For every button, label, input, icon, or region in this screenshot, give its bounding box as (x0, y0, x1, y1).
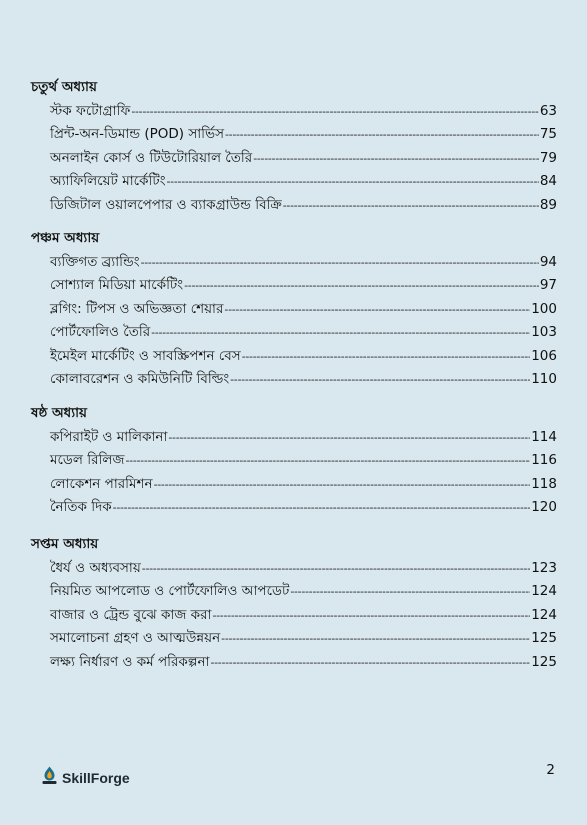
chapter-title: সপ্তম অধ্যায় (31, 536, 99, 552)
toc-entry-label: নৈতিক দিক (50, 499, 112, 516)
toc-entry[interactable] (50, 559, 557, 582)
toc-entry-page: 124 (531, 606, 557, 623)
skillforge-logo-icon (41, 766, 58, 789)
toc-leader-dots (224, 301, 530, 319)
toc-entry[interactable] (50, 323, 557, 346)
footer-logo (41, 766, 130, 789)
toc-leader-dots (126, 452, 531, 470)
toc-leader-dots (212, 607, 530, 625)
toc-entry[interactable] (50, 300, 557, 323)
toc-entry[interactable] (50, 582, 557, 605)
toc-entry[interactable] (50, 370, 557, 393)
toc-entry-label: পোর্টফোলিও তৈরি (50, 324, 151, 341)
toc-leader-dots (225, 126, 539, 144)
toc-entry-page: 118 (531, 475, 557, 492)
toc-entry-page: 120 (531, 499, 557, 516)
toc-entry-label: মডেল রিলিজ (50, 452, 125, 469)
chapter-section (31, 535, 557, 676)
toc-leader-dots (253, 150, 539, 168)
toc-entry[interactable] (50, 451, 557, 474)
logo-text: SkillForge (62, 769, 130, 786)
chapter-title: পঞ্চম অধ্যায় (31, 230, 100, 246)
toc-entry-label: ইমেইল মার্কেটিং ও সাবস্ক্রিপশন বেস (50, 347, 241, 364)
toc-entry-page: 97 (539, 277, 557, 294)
toc-entry-page: 79 (539, 149, 557, 166)
toc-entry-label: প্রিন্ট-অন-ডিমান্ড (POD) সার্ভিস (50, 126, 224, 143)
toc-entry[interactable] (50, 149, 557, 172)
toc-leader-dots (113, 499, 531, 517)
toc-entry-page: 100 (531, 300, 557, 317)
toc-entry[interactable] (50, 653, 557, 676)
toc-entry-page: 94 (539, 254, 557, 270)
toc-entry[interactable] (50, 428, 557, 451)
toc-entry[interactable] (50, 125, 557, 148)
toc-leader-dots (210, 654, 530, 672)
chapter-section (31, 229, 557, 393)
toc-entry[interactable] (50, 475, 557, 498)
toc-entry-page: 125 (531, 653, 557, 670)
toc-entry-label: সোশ্যাল মিডিয়া মার্কেটিং (50, 277, 184, 294)
toc-leader-dots (142, 560, 530, 578)
toc-entry-page: 63 (539, 103, 557, 119)
toc-entry-label: নিয়মিত আপলোড ও পোর্টফোলিও আপডেট (50, 583, 290, 600)
toc-entry[interactable] (50, 102, 557, 125)
toc-leader-dots (184, 277, 539, 295)
toc-entry[interactable] (50, 498, 557, 521)
toc-leader-dots (131, 103, 539, 121)
toc-entry-label: অনলাইন কোর্স ও টিউটোরিয়াল তৈরি (50, 149, 253, 166)
chapter-section (31, 404, 557, 522)
toc-entry[interactable] (50, 629, 557, 652)
toc-entry[interactable] (50, 172, 557, 195)
toc-entry-label: কোলাবরেশন ও কমিউনিটি বিল্ডিং (50, 370, 230, 387)
toc-entry-label: ধৈর্য ও অধ্যবসায় (50, 560, 141, 576)
toc-entry-page: 123 (531, 560, 557, 576)
toc-leader-dots (242, 348, 531, 366)
toc-leader-dots (221, 630, 530, 648)
toc-entry-page: 84 (539, 173, 557, 190)
page-number: 2 (546, 762, 555, 778)
toc-entry-label: লক্ষ্য নির্ধারণ ও কর্ম পরিকল্পনা (50, 653, 210, 670)
toc-entry[interactable] (50, 606, 557, 629)
toc-entry-label: কপিরাইট ও মালিকানা (50, 429, 168, 445)
chapter-title: ষষ্ঠ অধ্যায় (31, 405, 87, 421)
toc-entry[interactable] (50, 196, 557, 219)
chapter-section (31, 78, 557, 219)
toc-entry-label: ডিজিটাল ওয়ালপেপার ও ব্যাকগ্রাউন্ড বিক্রি (50, 196, 282, 213)
toc-entry-page: 103 (531, 324, 557, 341)
toc-leader-dots (154, 476, 531, 494)
toc-entry-page: 124 (531, 583, 557, 600)
toc-entry-label: বাজার ও ট্রেন্ড বুঝে কাজ করা (50, 606, 212, 623)
toc-entry-label: লোকেশন পারমিশন (50, 475, 153, 492)
toc-leader-dots (141, 254, 539, 272)
toc-entry-page: 75 (539, 126, 557, 143)
toc-entry-label: সমালোচনা গ্রহণ ও আত্মউন্নয়ন (50, 630, 221, 647)
toc-leader-dots (168, 429, 530, 447)
toc-leader-dots (151, 324, 530, 342)
toc-entry[interactable] (50, 253, 557, 276)
toc-leader-dots (167, 173, 539, 191)
toc-entry-label: ব্যক্তিগত ব্র্যান্ডিং (50, 254, 140, 270)
toc-entry[interactable] (50, 276, 557, 299)
toc-entry-page: 116 (531, 452, 557, 469)
toc-entry-page: 110 (531, 370, 557, 387)
toc-entry-label: অ্যাফিলিয়েট মার্কেটিং (50, 173, 166, 190)
toc-entry-page: 89 (539, 196, 557, 213)
toc-leader-dots (290, 583, 530, 601)
toc-entry-label: ব্লগিং: টিপস ও অভিজ্ঞতা শেয়ার (50, 300, 224, 317)
toc-leader-dots (283, 197, 539, 215)
toc-entry-label: স্টক ফটোগ্রাফি (50, 103, 131, 119)
toc-entry-page: 106 (531, 347, 557, 364)
toc-leader-dots (230, 371, 530, 389)
toc-entry-page: 125 (531, 630, 557, 647)
toc-entry[interactable] (50, 347, 557, 370)
toc-entry-page: 114 (531, 429, 557, 445)
chapter-title: চতুর্থ অধ্যায় (31, 79, 97, 95)
